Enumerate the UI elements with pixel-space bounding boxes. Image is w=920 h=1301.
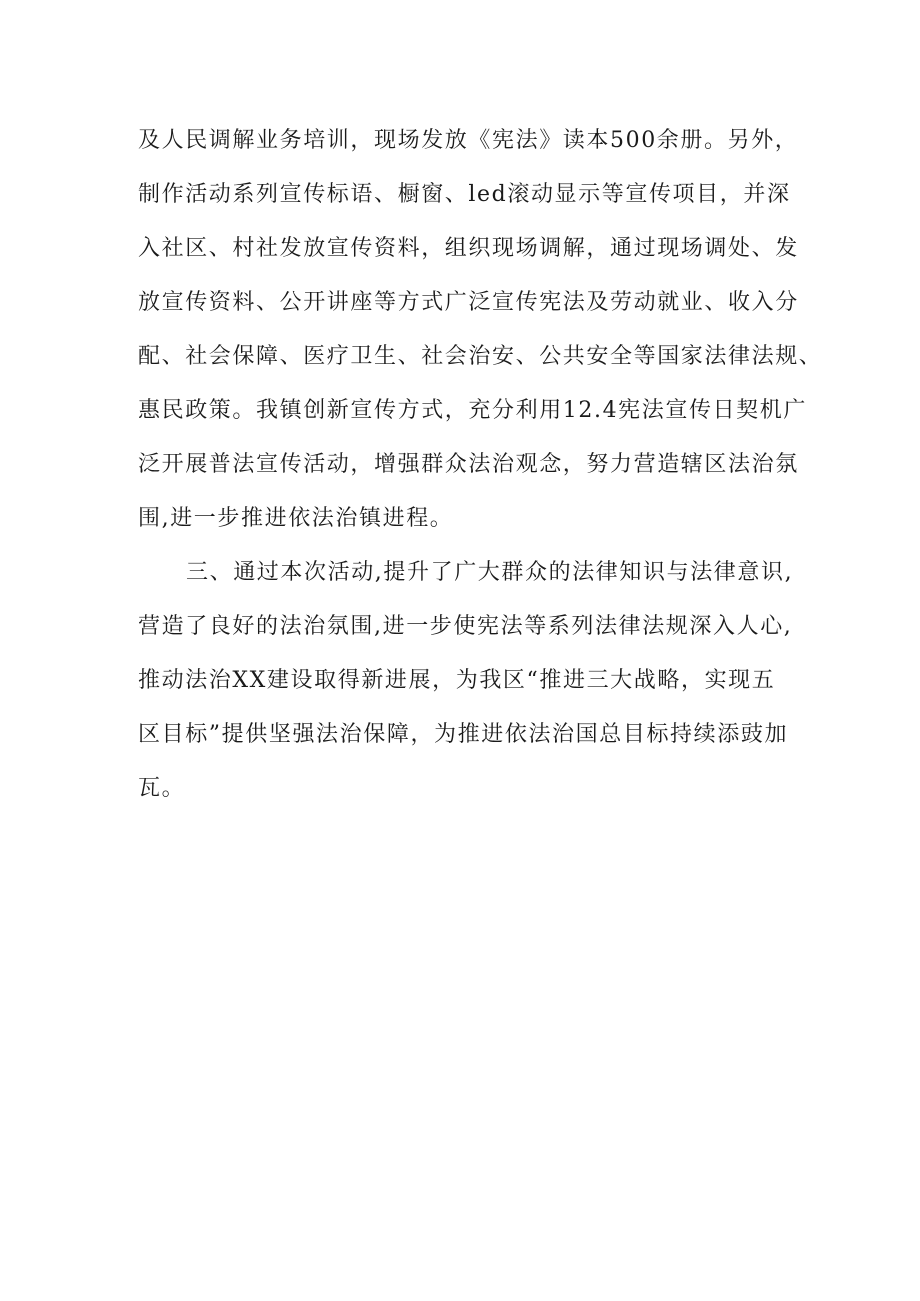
text-line: 制作活动系列宣传标语、橱窗、led滚动显示等宣传项目，并深 — [138, 182, 791, 207]
text-line: 放宣传资料、公开讲座等方式广泛宣传宪法及劳动就业、收入分 — [138, 290, 799, 315]
text-line: 及人民调解业务培训，现场发放《宪法》读本500余册。另外， — [138, 128, 799, 153]
text-line: 泛开展普法宣传活动，增强群众法治观念，努力营造辖区法治氛 — [138, 452, 799, 477]
text-line: 围,进一步推进依法治镇进程。 — [138, 506, 454, 531]
text-line: 惠民政策。我镇创新宣传方式，充分利用12.4宪法宣传日契机广 — [138, 398, 807, 423]
text-line: 区目标”提供坚强法治保障，为推进依法治国总目标持续添豉加 — [138, 722, 789, 747]
text-line: 推动法治XX建设取得新进展，为我区“推进三大战略，实现五 — [138, 668, 776, 693]
text-line: 入社区、村社发放宣传资料，组织现场调解，通过现场调处、发 — [138, 236, 799, 261]
text-line: 三、通过本次活动,提升了广大群众的法律知识与法律意识, — [186, 560, 794, 585]
text-line: 配、社会保障、医疗卫生、社会治安、公共安全等国家法律法规、 — [138, 344, 823, 369]
text-line: 瓦。 — [138, 776, 186, 801]
text-line: 营造了良好的法治氛围,进一步使宪法等系列法律法规深入人心, — [138, 614, 793, 639]
